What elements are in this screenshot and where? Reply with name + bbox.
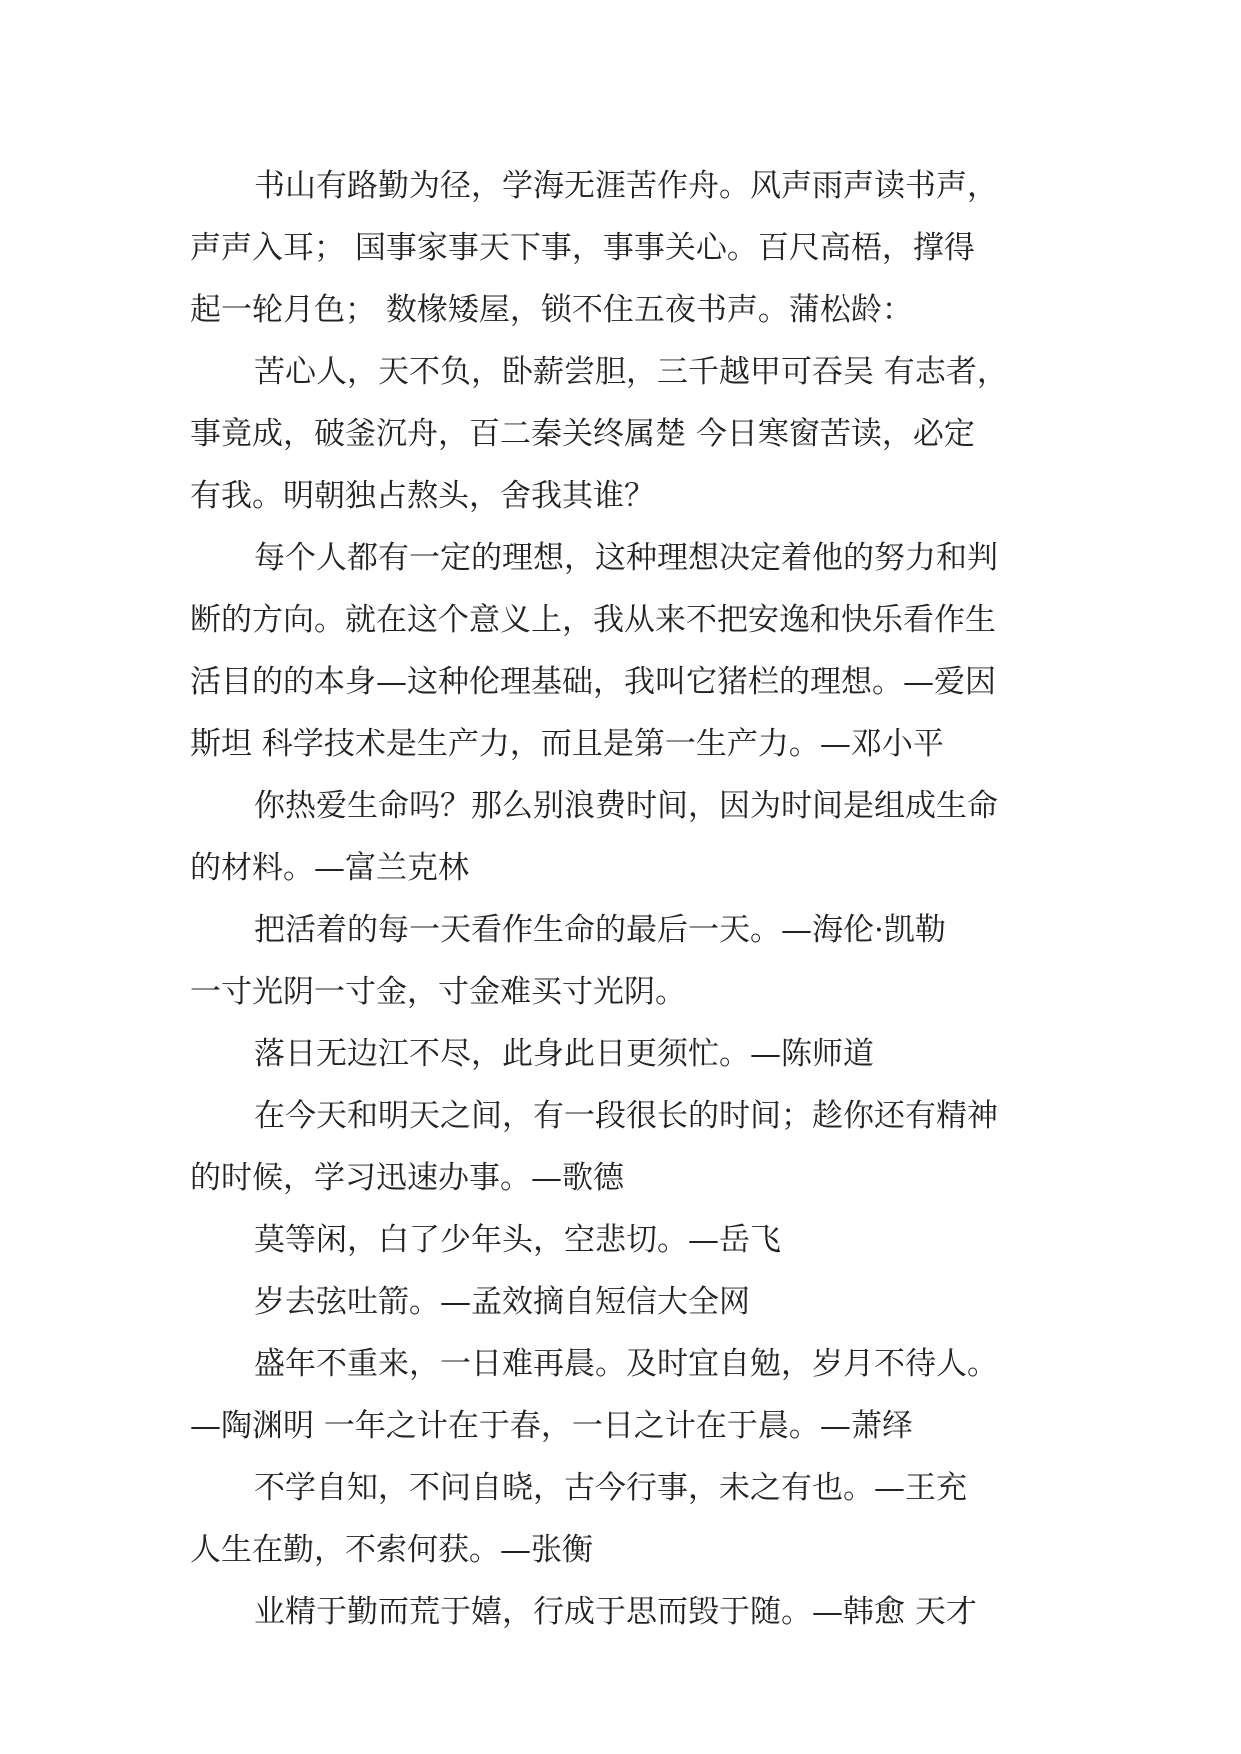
text-line: 斯坦 科学技术是生产力，而且是第一生产力。—邓小平 (190, 726, 944, 762)
text-line: 不学自知，不问自晓，古今行事，未之有也。—王充 (254, 1470, 967, 1506)
text-line: 业精于勤而荒于嬉，行成于思而毁于随。—韩愈 天才 (254, 1594, 977, 1630)
text-line: 的时候，学习迅速办事。—歌德 (190, 1160, 624, 1196)
text-line: 岁去弦吐箭。—孟效摘自短信大全网 (254, 1284, 750, 1320)
text-line: 你热爱生命吗？那么别浪费时间，因为时间是组成生命 (254, 788, 998, 824)
text-line: 一寸光阴一寸金，寸金难买寸光阴。 (190, 974, 686, 1010)
text-line: 在今天和明天之间，有一段很长的时间；趁你还有精神 (254, 1098, 998, 1134)
text-line: 落日无边江不尽，此身此日更须忙。—陈师道 (254, 1036, 874, 1072)
text-line: —陶渊明 一年之计在于春，一日之计在于晨。—萧绎 (190, 1408, 913, 1444)
text-line: 声声入耳； 国事家事天下事，事事关心。百尺高梧，撑得 (190, 230, 975, 266)
text-line: 人生在勤，不索何获。—张衡 (190, 1532, 593, 1568)
text-line: 有我。明朝独占熬头，舍我其谁？ (190, 478, 655, 514)
text-line: 莫等闲，白了少年头，空悲切。—岳飞 (254, 1222, 781, 1258)
text-line: 苦心人，天不负，卧薪尝胆，三千越甲可吞吴 有志者， (254, 354, 1008, 390)
text-line: 起一轮月色； 数椽矮屋，锁不住五夜书声。蒲松龄： (190, 292, 913, 328)
text-line: 活目的的本身—这种伦理基础，我叫它猪栏的理想。—爱因 (190, 664, 996, 700)
text-line: 事竟成，破釜沉舟，百二秦关终属楚 今日寒窗苦读，必定 (190, 416, 975, 452)
text-line: 断的方向。就在这个意义上，我从来不把安逸和快乐看作生 (190, 602, 996, 638)
text-line: 盛年不重来，一日难再晨。及时宜自勉，岁月不待人。 (254, 1346, 998, 1382)
text-line: 书山有路勤为径，学海无涯苦作舟。风声雨声读书声， (254, 168, 998, 204)
text-line: 的材料。—富兰克林 (190, 850, 469, 886)
text-line: 把活着的每一天看作生命的最后一天。—海伦·凯勒 (254, 912, 946, 948)
text-line: 每个人都有一定的理想，这种理想决定着他的努力和判 (254, 540, 998, 576)
